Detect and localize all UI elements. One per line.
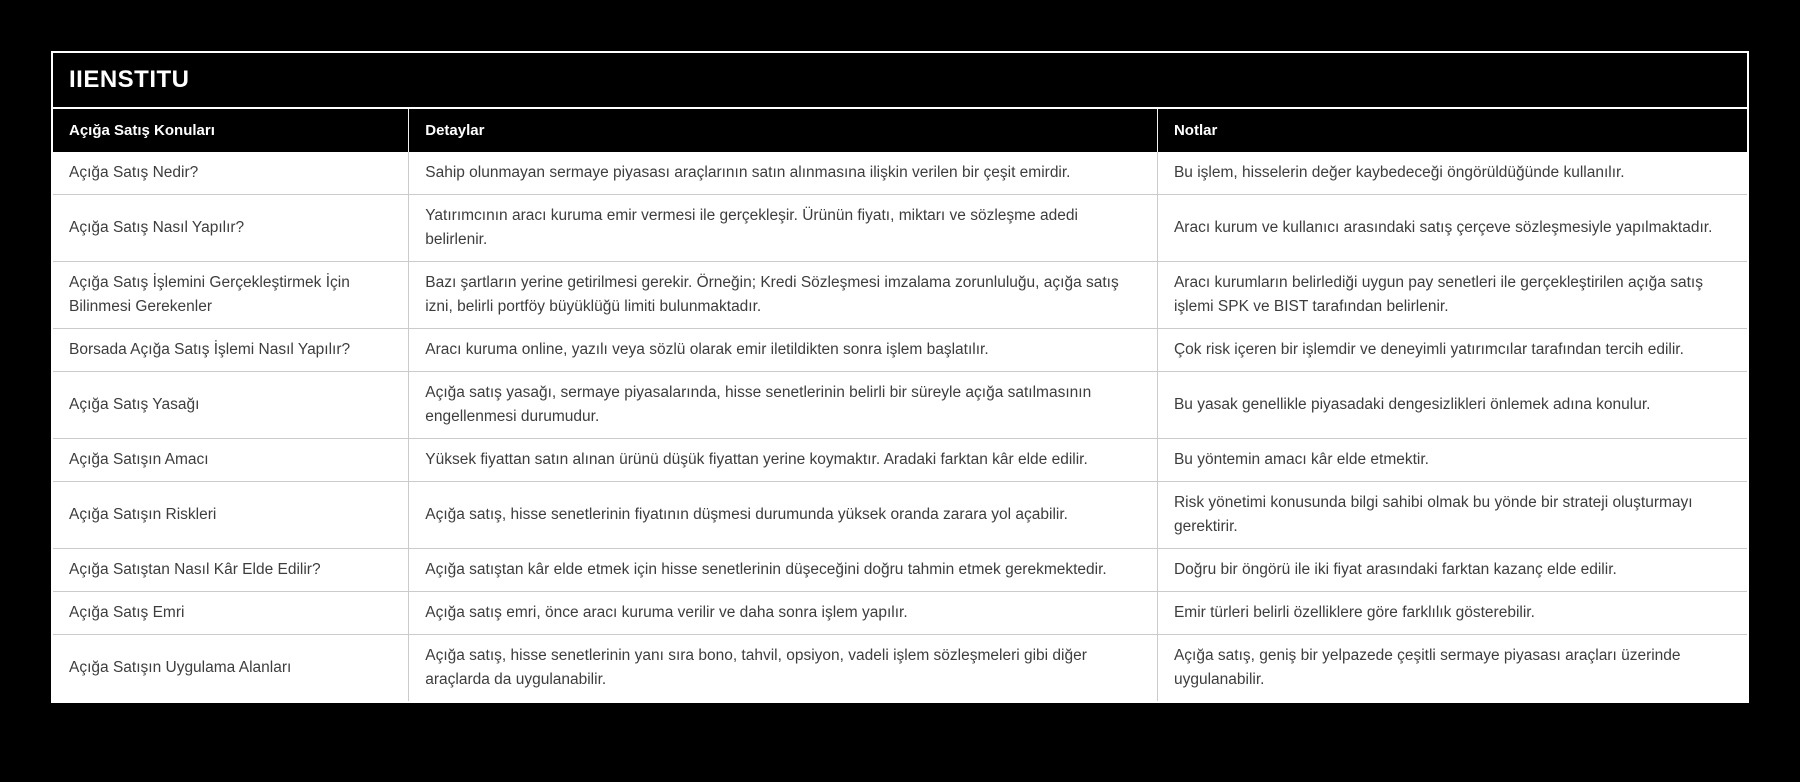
note-cell: Aracı kurum ve kullanıcı arasındaki satış çerçeve sözleşmesiyle yapılmaktadır. (1157, 195, 1747, 262)
table-row (53, 482, 1747, 549)
detail-cell: Açığa satış, hisse senetlerinin fiyatının düşmesi durumunda yüksek oranda zarara yol açabilir. (409, 482, 1158, 549)
topic-cell: Açığa Satışın Amacı (53, 439, 409, 482)
topic-cell: Açığa Satış İşlemini Gerçekleştirmek İçin Bilinmesi Gerekenler (53, 262, 409, 329)
topic-cell: Açığa Satışın Riskleri (53, 482, 409, 549)
table-row (53, 152, 1747, 195)
table-body (53, 152, 1747, 701)
detail-cell: Açığa satış emri, önce aracı kuruma verilir ve daha sonra işlem yapılır. (409, 592, 1158, 635)
note-cell: Çok risk içeren bir işlemdir ve deneyimli yatırımcılar tarafından tercih edilir. (1157, 329, 1747, 372)
detail-cell: Açığa satış yasağı, sermaye piyasalarında, hisse senetlerinin belirli bir süreyle açığa satılmasının engellenmesi durumudur. (409, 372, 1158, 439)
topic-cell: Açığa Satışın Uygulama Alanları (53, 635, 409, 702)
table-row (53, 635, 1747, 702)
table-row (53, 439, 1747, 482)
detail-cell: Yüksek fiyattan satın alınan ürünü düşük fiyattan yerine koymaktır. Aradaki farktan kâr elde edilir. (409, 439, 1158, 482)
column-header-notes: Notlar (1157, 109, 1747, 152)
topic-cell: Açığa Satış Nedir? (53, 152, 409, 195)
table-row (53, 262, 1747, 329)
header-row (53, 109, 1747, 152)
detail-cell: Aracı kuruma online, yazılı veya sözlü olarak emir iletildikten sonra işlem başlatılır. (409, 329, 1158, 372)
table-row (53, 329, 1747, 372)
table-row (53, 592, 1747, 635)
note-cell: Emir türleri belirli özelliklere göre farklılık gösterebilir. (1157, 592, 1747, 635)
note-cell: Bu yöntemin amacı kâr elde etmektir. (1157, 439, 1747, 482)
note-cell: Açığa satış, geniş bir yelpazede çeşitli sermaye piyasası araçları üzerinde uygulanabilir. (1157, 635, 1747, 702)
note-cell: Doğru bir öngörü ile iki fiyat arasındaki farktan kazanç elde edilir. (1157, 549, 1747, 592)
table-card (51, 51, 1749, 703)
brand-header (53, 53, 1747, 109)
note-cell: Bu işlem, hisselerin değer kaybedeceği öngörüldüğünde kullanılır. (1157, 152, 1747, 195)
page-title: IIENSTITU (69, 66, 190, 93)
topic-cell: Borsada Açığa Satış İşlemi Nasıl Yapılır? (53, 329, 409, 372)
topic-cell: Açığa Satış Emri (53, 592, 409, 635)
note-cell: Bu yasak genellikle piyasadaki dengesizlikleri önlemek adına konulur. (1157, 372, 1747, 439)
table-row (53, 372, 1747, 439)
note-cell: Risk yönetimi konusunda bilgi sahibi olmak bu yönde bir strateji oluşturmayı gerektirir. (1157, 482, 1747, 549)
note-cell: Aracı kurumların belirlediği uygun pay senetleri ile gerçekleştirilen açığa satış işlemi SPK ve BIST tarafından belirlenir. (1157, 262, 1747, 329)
detail-cell: Yatırımcının aracı kuruma emir vermesi ile gerçekleşir. Ürünün fiyatı, miktarı ve sözleşme adedi belirlenir. (409, 195, 1158, 262)
table-row (53, 195, 1747, 262)
topic-cell: Açığa Satış Yasağı (53, 372, 409, 439)
column-header-topics: Açığa Satış Konuları (53, 109, 409, 152)
column-header-details: Detaylar (409, 109, 1158, 152)
detail-cell: Bazı şartların yerine getirilmesi gerekir. Örneğin; Kredi Sözleşmesi imzalama zorunluluğu, açığa satış izni, belirli portföy büyüklüğü limiti bulunmaktadır. (409, 262, 1158, 329)
topics-table (53, 109, 1747, 701)
table-row (53, 549, 1747, 592)
topic-cell: Açığa Satıştan Nasıl Kâr Elde Edilir? (53, 549, 409, 592)
detail-cell: Açığa satış, hisse senetlerinin yanı sıra bono, tahvil, opsiyon, vadeli işlem sözleşmeleri gibi diğer araçlarda da uygulanabilir. (409, 635, 1158, 702)
detail-cell: Sahip olunmayan sermaye piyasası araçlarının satın alınmasına ilişkin verilen bir çeşit emirdir. (409, 152, 1158, 195)
topic-cell: Açığa Satış Nasıl Yapılır? (53, 195, 409, 262)
detail-cell: Açığa satıştan kâr elde etmek için hisse senetlerinin düşeceğini doğru tahmin etmek gerekmektedir. (409, 549, 1158, 592)
